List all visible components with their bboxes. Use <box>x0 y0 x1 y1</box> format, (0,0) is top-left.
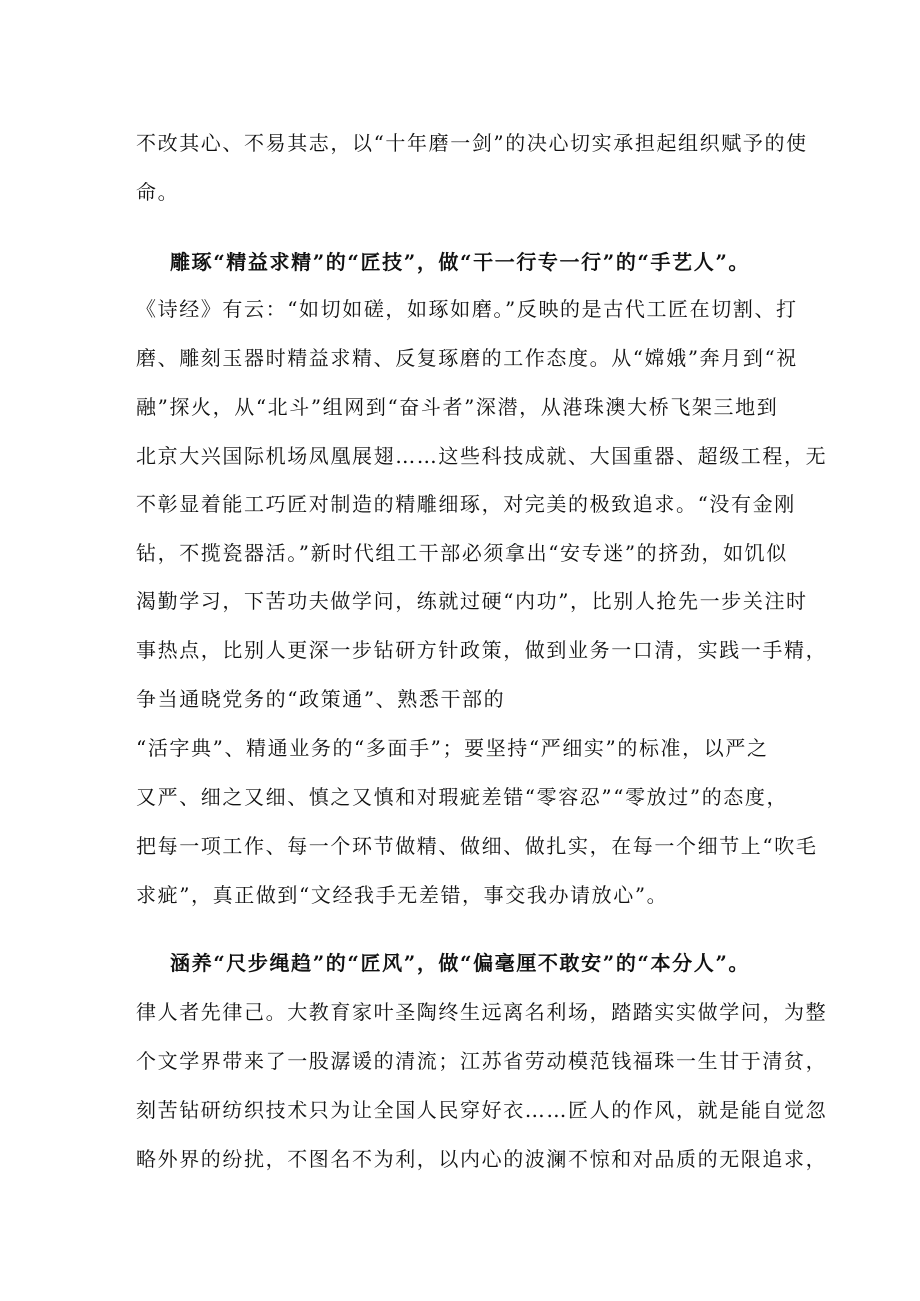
text-line: 不彰显着能工巧匠对制造的精雕细琢，对完美的极致追求。“没有金刚 <box>136 492 796 516</box>
text-line: 北京大兴国际机场凤凰展翅……这些科技成就、大国重器、超级工程，无 <box>136 444 828 468</box>
text-line: 把每一项工作、每一个环节做精、做细、做扎实，在每一个细节上“吹毛 <box>136 834 818 858</box>
section-heading: 雕琢“精益求精”的“匠技”，做“干一行专一行”的“手艺人”。 <box>170 250 751 274</box>
section-heading: 涵养“尺步绳趋”的“匠风”，做“偏毫厘不敢安”的“本分人”。 <box>170 951 751 975</box>
text-line: 事热点，比别人更深一步钻研方针政策，做到业务一口清，实践一手精， <box>136 638 828 662</box>
text-line: 磨、雕刻玉器时精益求精、反复琢磨的工作态度。从“嫦娥”奔月到“祝 <box>136 346 798 370</box>
text-line: 不改其心、不易其志，以“十年磨一剑”的决心切实承担起组织赋予的使 <box>136 131 808 155</box>
text-line: 求疵”，真正做到“文经我手无差错，事交我办请放心”。 <box>136 883 669 907</box>
text-line: 争当通晓党务的“政策通”、熟悉干部的 <box>136 687 506 711</box>
text-line: 又严、细之又细、慎之又慎和对瑕疵差错“零容忍”“零放过”的态度， <box>136 785 789 809</box>
text-line: 命。 <box>136 180 180 204</box>
text-line: 《诗经》有云：“如切如磋，如琢如磨。”反映的是古代工匠在切割、打 <box>136 297 798 321</box>
text-line: 略外界的纷扰，不图名不为利，以内心的波澜不惊和对品质的无限追求， <box>136 1147 828 1171</box>
text-line: 钻，不揽瓷器活。”新时代组工干部必须拿出“安专迷”的挤劲，如饥似 <box>136 541 788 565</box>
text-line: 渴勤学习，下苦功夫做学问，练就过硬“内功”，比别人抢先一步关注时 <box>136 589 808 613</box>
text-line: “活字典”、精通业务的“多面手”；要坚持“严细实”的标准，以严之 <box>136 736 769 760</box>
text-line: 律人者先律己。大教育家叶圣陶终生远离名利场，踏踏实实做学问，为整 <box>136 1000 828 1024</box>
text-line: 个文学界带来了一股潺谖的清流；江苏省劳动模范钱福珠一生甘于清贫， <box>136 1049 828 1073</box>
text-line: 融”探火，从“北斗”组网到“奋斗者”深潜，从港珠澳大桥飞架三地到 <box>136 395 779 419</box>
text-line: 刻苦钻研纺织技术只为让全国人民穿好衣……匠人的作风，就是能自觉忽 <box>136 1098 828 1122</box>
